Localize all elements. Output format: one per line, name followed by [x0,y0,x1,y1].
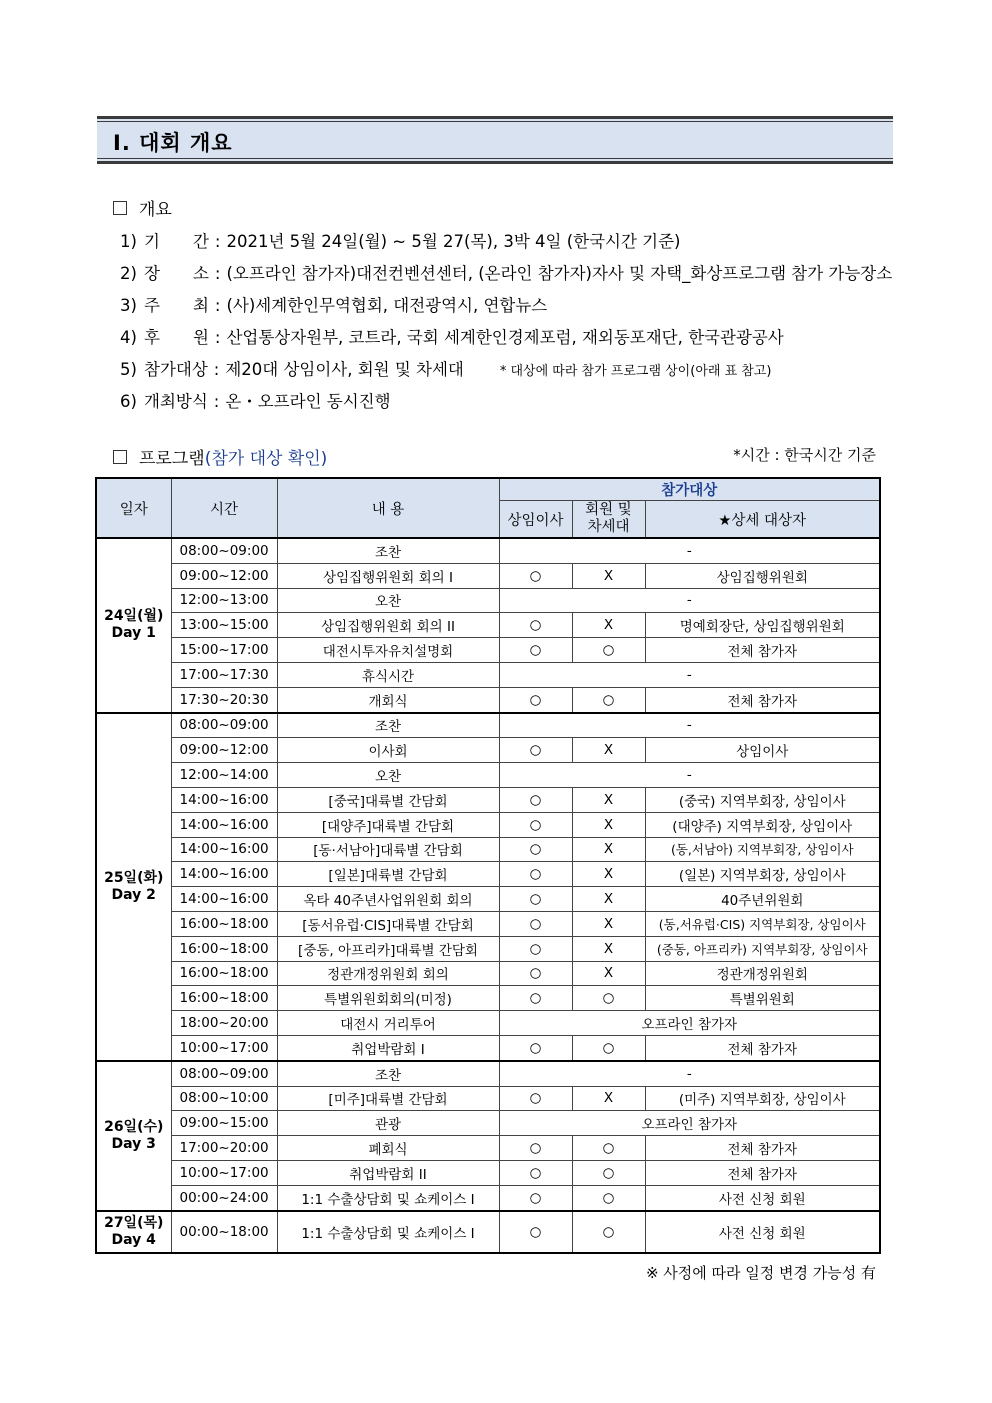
header-time: 시간 [171,478,277,538]
timezone-note: *시간 : 한국시간 기준 [733,446,876,464]
detail-cell: (중국) 지역부회장, 상임이사 [645,787,880,812]
content-cell: 특별위원회회의(미정) [277,986,499,1011]
member-cell: X [572,738,645,763]
content-cell: 관광 [277,1111,499,1136]
overview-item [120,228,680,252]
content-cell: [일본]대륙별 간담회 [277,862,499,887]
exec-cell: ○ [499,613,572,638]
time-cell: 09:00~12:00 [171,738,277,763]
table-row [96,1035,880,1060]
member-cell: ○ [572,1211,645,1253]
day-cell [96,1061,171,1211]
time-cell: 08:00~09:00 [171,713,277,738]
overview-heading-text: 개요 [139,200,172,220]
detail-cell: 40주년위원회 [645,887,880,912]
day-cell [96,1211,171,1253]
item-label: 참가대상 [144,360,208,379]
table-row [96,738,880,763]
table-row [96,887,880,912]
item-colon: : [213,392,220,411]
member-cell: X [572,812,645,837]
item-label: 기 간 [144,232,209,251]
table-row [96,837,880,862]
table-row [96,763,880,788]
table-row [96,713,880,738]
table-row [96,1160,880,1185]
time-cell: 16:00~18:00 [171,911,277,936]
exec-cell: ○ [499,887,572,912]
table-row [96,687,880,712]
table-row [96,1086,880,1111]
detail-cell: (대양주) 지역부회장, 상임이사 [645,812,880,837]
time-cell: 14:00~16:00 [171,837,277,862]
time-cell: 08:00~10:00 [171,1086,277,1111]
merged-target-cell: - [499,1061,880,1086]
detail-cell: 특별위원회 [645,986,880,1011]
merged-target-cell: - [499,662,880,687]
program-heading-accent: (참가 대상 확인) [204,449,328,469]
item-colon: : [214,296,221,315]
content-cell: 정관개정위원회 회의 [277,961,499,986]
merged-target-cell: - [499,713,880,738]
exec-cell: ○ [499,1160,572,1185]
table-row [96,1011,880,1036]
detail-cell: 전체 참가자 [645,1160,880,1185]
item-number: 6) [120,392,137,411]
detail-cell: 상임집행위원회 [645,563,880,588]
table-row [96,862,880,887]
time-cell: 10:00~17:00 [171,1035,277,1060]
content-cell: 이사회 [277,738,499,763]
content-cell: 취업박람회 I [277,1035,499,1060]
overview-item [120,356,771,380]
table-row [96,936,880,961]
time-cell: 08:00~09:00 [171,1061,277,1086]
exec-cell: ○ [499,1211,572,1253]
content-cell: [동서유럽·CIS]대륙별 간담회 [277,911,499,936]
exec-cell: ○ [499,638,572,663]
content-cell: 대전시 거리투어 [277,1011,499,1036]
content-cell: 휴식시간 [277,662,499,687]
time-cell: 09:00~15:00 [171,1111,277,1136]
merged-target-cell: 오프라인 참가자 [499,1011,880,1036]
checkbox-icon [113,450,127,464]
item-number: 5) [120,360,137,379]
time-cell: 00:00~24:00 [171,1185,277,1210]
exec-cell: ○ [499,961,572,986]
table-row [96,961,880,986]
table-row [96,1061,880,1086]
member-cell: X [572,936,645,961]
item-note: * 대상에 따라 참가 프로그램 상이(아래 표 참고) [499,364,772,379]
detail-cell: (중동, 아프리카) 지역부회장, 상임이사 [645,936,880,961]
table-row [96,613,880,638]
merged-target-cell: - [499,588,880,613]
exec-cell: ○ [499,1185,572,1210]
member-cell: ○ [572,687,645,712]
time-cell: 14:00~16:00 [171,812,277,837]
time-cell: 16:00~18:00 [171,986,277,1011]
time-cell: 14:00~16:00 [171,787,277,812]
exec-cell: ○ [499,738,572,763]
header-exec: 상임이사 [499,501,572,539]
time-cell: 12:00~14:00 [171,763,277,788]
time-cell: 17:30~20:30 [171,687,277,712]
content-cell: 상임집행위원회 회의 I [277,563,499,588]
item-number: 2) [120,264,137,283]
detail-cell: 정관개정위원회 [645,961,880,986]
overview-item [120,260,892,284]
section-title: Ⅰ. 대회 개요 [113,131,233,155]
item-colon: : [213,360,220,379]
table-row [96,1211,880,1253]
table-row [96,911,880,936]
program-heading-text: 프로그램 [139,449,205,469]
day-sub: Day 2 [111,886,156,903]
table-row [96,1185,880,1210]
time-cell: 16:00~18:00 [171,936,277,961]
table-row [96,812,880,837]
time-cell: 12:00~13:00 [171,588,277,613]
detail-cell: 사전 신청 회원 [645,1185,880,1210]
exec-cell: ○ [499,911,572,936]
item-value: (오프라인 참가자)대전컨벤션센터, (온라인 참가자)자사 및 자택_화상프로그램 참가 가능장소 [226,264,893,283]
item-label: 개최방식 [144,392,208,411]
exec-cell: ○ [499,936,572,961]
detail-cell: 상임이사 [645,738,880,763]
exec-cell: ○ [499,812,572,837]
member-cell: X [572,837,645,862]
schedule-table [95,477,881,1254]
header-detail: ★상세 대상자 [645,501,880,539]
overview-item [120,292,547,316]
content-cell: 조찬 [277,1061,499,1086]
time-cell: 14:00~16:00 [171,887,277,912]
content-cell: 오찬 [277,588,499,613]
content-cell: 1:1 수출상담회 및 쇼케이스 I [277,1211,499,1253]
member-cell: X [572,862,645,887]
exec-cell: ○ [499,837,572,862]
table-row [96,638,880,663]
header-content: 내 용 [277,478,499,538]
member-cell: X [572,911,645,936]
member-cell: X [572,613,645,638]
item-colon: : [214,264,221,283]
item-colon: : [214,232,221,251]
member-cell: ○ [572,1185,645,1210]
day-label: 25일(화) [104,869,164,886]
checkbox-icon [113,201,127,215]
content-cell: 폐회식 [277,1136,499,1161]
item-number: 1) [120,232,137,251]
member-cell: ○ [572,986,645,1011]
time-cell: 16:00~18:00 [171,961,277,986]
exec-cell: ○ [499,1035,572,1060]
day-label: 24일(월) [104,608,164,625]
member-cell: X [572,887,645,912]
member-cell: ○ [572,1136,645,1161]
table-row [96,787,880,812]
member-cell: X [572,563,645,588]
exec-cell: ○ [499,986,572,1011]
header-target-group: 참가대상 [499,478,880,501]
table-row [96,588,880,613]
day-cell [96,713,171,1061]
section-header [97,116,893,164]
time-cell: 17:00~17:30 [171,662,277,687]
exec-cell: ○ [499,787,572,812]
exec-cell: ○ [499,1086,572,1111]
time-cell: 09:00~12:00 [171,563,277,588]
member-cell: ○ [572,1035,645,1060]
content-cell: 대전시투자유치설명회 [277,638,499,663]
footnote: ※ 사정에 따라 일정 변경 가능성 有 [645,1264,876,1282]
time-cell: 13:00~15:00 [171,613,277,638]
day-sub: Day 3 [111,1135,156,1152]
content-cell: 상임집행위원회 회의 II [277,613,499,638]
content-cell: 개회식 [277,687,499,712]
content-cell: 조찬 [277,538,499,563]
member-cell: X [572,1086,645,1111]
merged-target-cell: - [499,763,880,788]
content-cell: 1:1 수출상담회 및 쇼케이스 I [277,1185,499,1210]
header-day: 일자 [96,478,171,538]
content-cell: [중국]대륙별 간담회 [277,787,499,812]
exec-cell: ○ [499,1136,572,1161]
content-cell: 옥타 40주년사업위원회 회의 [277,887,499,912]
item-value: 산업통상자원부, 코트라, 국회 세계한인경제포럼, 재외동포재단, 한국관광공사 [226,328,784,347]
detail-cell: 사전 신청 회원 [645,1211,880,1253]
content-cell: [대양주]대륙별 간담회 [277,812,499,837]
merged-target-cell: - [499,538,880,563]
member-cell: ○ [572,1160,645,1185]
detail-cell: 전체 참가자 [645,1136,880,1161]
detail-cell: 전체 참가자 [645,638,880,663]
detail-cell: 전체 참가자 [645,687,880,712]
detail-cell: (동,서유럽·CIS) 지역부회장, 상임이사 [645,911,880,936]
detail-cell: (동,서남아) 지역부회장, 상임이사 [645,837,880,862]
time-cell: 15:00~17:00 [171,638,277,663]
table-row [96,538,880,563]
detail-cell: 전체 참가자 [645,1035,880,1060]
content-cell: 조찬 [277,713,499,738]
day-label: 27일(목) [104,1214,164,1231]
header-member: 회원 및 차세대 [572,501,645,539]
table-row [96,1111,880,1136]
merged-target-cell: 오프라인 참가자 [499,1111,880,1136]
time-cell: 17:00~20:00 [171,1136,277,1161]
day-cell [96,538,171,713]
member-cell: ○ [572,638,645,663]
item-colon: : [214,328,221,347]
overview-heading [113,195,172,220]
item-value: 제20대 상임이사, 회원 및 차세대 [225,360,464,379]
detail-cell: 명예회장단, 상임집행위원회 [645,613,880,638]
exec-cell: ○ [499,687,572,712]
schedule-body [96,538,880,1253]
time-cell: 00:00~18:00 [171,1211,277,1253]
content-cell: [미주]대륙별 간담회 [277,1086,499,1111]
day-sub: Day 1 [111,625,156,642]
overview-item [120,388,391,412]
item-label: 주 최 [144,296,209,315]
table-row [96,986,880,1011]
detail-cell: (일본) 지역부회장, 상임이사 [645,862,880,887]
program-heading [113,444,327,469]
content-cell: 취업박람회 II [277,1160,499,1185]
time-cell: 10:00~17:00 [171,1160,277,1185]
time-cell: 08:00~09:00 [171,538,277,563]
item-value: 2021년 5월 24일(월) ~ 5월 27(목), 3박 4일 (한국시간 기준) [226,232,681,251]
exec-cell: ○ [499,563,572,588]
item-label: 후 원 [144,328,209,347]
day-label: 26일(수) [104,1118,164,1135]
item-label: 장 소 [144,264,209,283]
member-cell: X [572,961,645,986]
time-cell: 18:00~20:00 [171,1011,277,1036]
content-cell: [동·서남아]대륙별 간담회 [277,837,499,862]
content-cell: [중동, 아프리카]대륙별 간담회 [277,936,499,961]
overview-item [120,324,784,348]
day-sub: Day 4 [111,1231,156,1248]
item-number: 3) [120,296,137,315]
detail-cell: (미주) 지역부회장, 상임이사 [645,1086,880,1111]
item-value: 온・오프라인 동시진행 [225,392,391,411]
table-row [96,662,880,687]
table-row [96,563,880,588]
table-row [96,1136,880,1161]
exec-cell: ○ [499,862,572,887]
time-cell: 14:00~16:00 [171,862,277,887]
item-number: 4) [120,328,137,347]
item-value: (사)세계한인무역협회, 대전광역시, 연합뉴스 [226,296,548,315]
content-cell: 오찬 [277,763,499,788]
member-cell: X [572,787,645,812]
